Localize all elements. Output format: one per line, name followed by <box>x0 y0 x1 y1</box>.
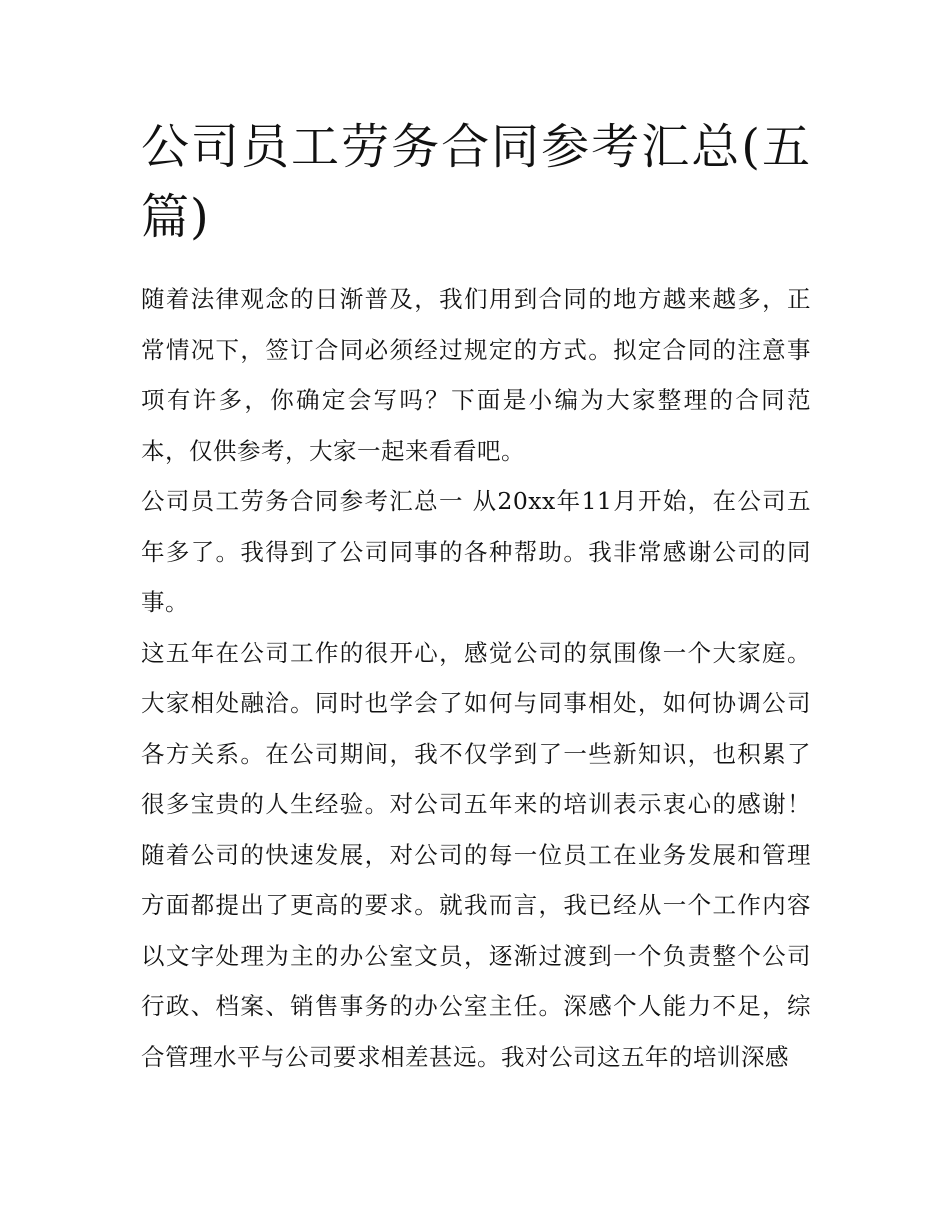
document-title: 公司员工劳务合同参考汇总(五篇) <box>141 119 811 245</box>
intro-paragraph: 随着法律观念的日渐普及，我们用到合同的地方越来越多，正常情况下，签订合同必须经过规定的方式。拟定合同的注意事项有许多，你确定会写吗？下面是小编为大家整理的合同范本，仅供参考，大家一起来看看吧。 <box>141 285 811 465</box>
body-paragraph: 公司员工劳务合同参考汇总一 从20xx年11月开始，在公司五年多了。我得到了公司同事的各种帮助。我非常感谢公司的同事。 <box>141 487 811 616</box>
body-paragraph: 这五年在公司工作的很开心，感觉公司的氛围像一个大家庭。大家相处融洽。同时也学会了如何与同事相处，如何协调公司各方关系。在公司期间，我不仅学到了一些新知识，也积累了很多宝贵的人生经验。对公司五年来的培训表示衷心的感谢！随着公司的快速发展，对公司的每一位员工在业务发展和管理方面都提出了更高的要求。就我而言，我已经从一个工作内容以文字处理为主的办公室文员，逐渐过渡到一个负责整个公司行政、档案、销售事务的办公室主任。深感个人能力不足，综合管理水平与公司要求相差甚远。我对公司这五年的培训深感 <box>141 638 811 1071</box>
document-body <box>141 112 811 1082</box>
